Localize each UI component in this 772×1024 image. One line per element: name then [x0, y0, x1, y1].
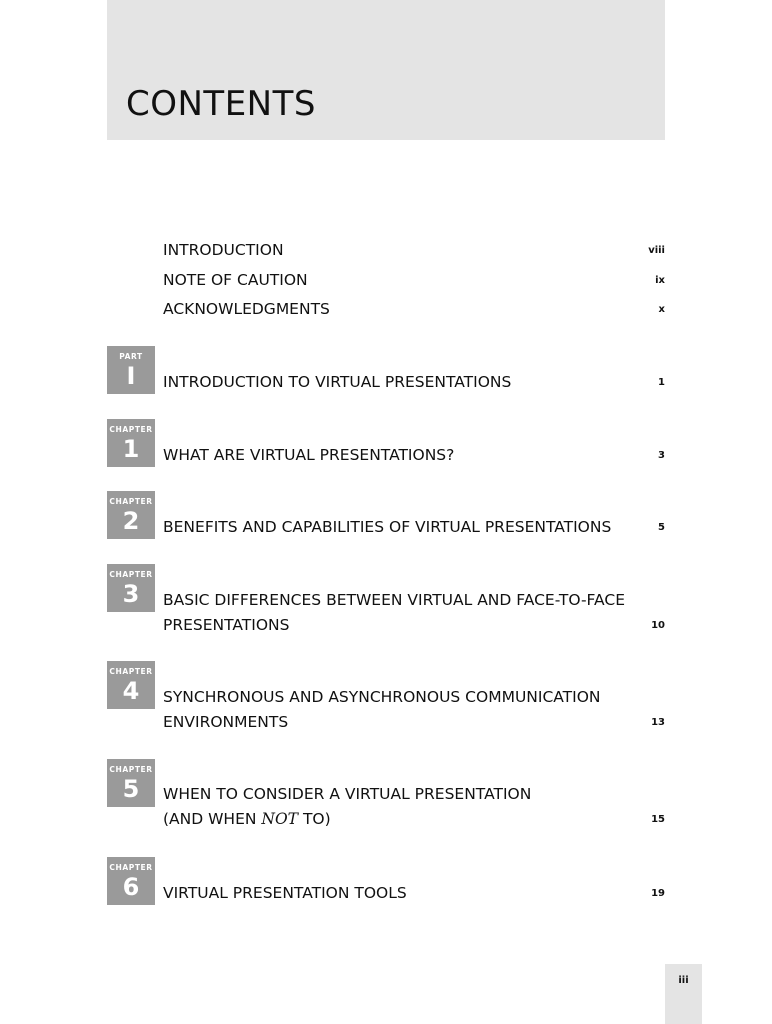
toc-entry-chapter-3-continued[interactable]: PRESENTATIONS — [163, 616, 290, 634]
chapter-number: 2 — [122, 507, 140, 535]
chapter-number: 1 — [122, 435, 140, 463]
toc-page-number: viii — [648, 245, 665, 256]
chapter-number: 6 — [122, 873, 140, 901]
toc-entry-introduction[interactable]: INTRODUCTION — [163, 241, 284, 259]
toc-entry-chapter-2[interactable]: BENEFITS AND CAPABILITIES OF VIRTUAL PRESENTATIONS — [163, 518, 612, 536]
toc-entry-chapter-5[interactable]: WHEN TO CONSIDER A VIRTUAL PRESENTATION — [163, 785, 532, 803]
chapter-label: CHAPTER — [109, 497, 153, 506]
chapter-badge — [107, 564, 155, 612]
chapter-badge — [107, 759, 155, 807]
chapter-label: CHAPTER — [109, 570, 153, 579]
toc-entry-part-1[interactable]: INTRODUCTION TO VIRTUAL PRESENTATIONS — [163, 373, 512, 391]
toc-entry-chapter-1[interactable]: WHAT ARE VIRTUAL PRESENTATIONS? — [163, 446, 455, 464]
toc-page-number: x — [658, 304, 665, 315]
chapter-badge — [107, 491, 155, 539]
chapter-label: CHAPTER — [109, 863, 153, 872]
chapter-number: 3 — [122, 580, 140, 608]
toc-page-number: 5 — [658, 522, 665, 533]
part-number: I — [126, 362, 136, 390]
chapter-badge — [107, 661, 155, 709]
toc-page-number: 15 — [651, 814, 665, 825]
toc-entry-chapter-3[interactable]: BASIC DIFFERENCES BETWEEN VIRTUAL AND FACE-TO-FACE — [163, 591, 625, 609]
page-folio: iii — [678, 975, 689, 986]
chapter-label: CHAPTER — [109, 667, 153, 676]
toc-entry-chapter-6[interactable]: VIRTUAL PRESENTATION TOOLS — [163, 884, 407, 902]
toc-page-number: 13 — [651, 717, 665, 728]
toc-page-number: 10 — [651, 620, 665, 631]
chapter-badge — [107, 857, 155, 905]
chapter-label: CHAPTER — [109, 765, 153, 774]
toc-entry-acknowledgments[interactable]: ACKNOWLEDGMENTS — [163, 300, 330, 318]
toc-text: TO) — [298, 810, 331, 828]
toc-emphasis: NOT — [261, 810, 299, 828]
toc-page-number: 1 — [658, 377, 665, 388]
chapter-number: 5 — [122, 775, 140, 803]
toc-entry-note-of-caution[interactable]: NOTE OF CAUTION — [163, 271, 308, 289]
toc-page-number: 3 — [658, 450, 665, 461]
chapter-number: 4 — [122, 677, 140, 705]
folio-tab — [665, 964, 702, 1024]
part-badge — [107, 346, 155, 394]
toc-page-number: 19 — [651, 888, 665, 899]
page-title: CONTENTS — [126, 84, 316, 124]
toc-entry-chapter-5-continued[interactable] — [163, 809, 331, 829]
toc-entry-chapter-4-continued[interactable]: ENVIRONMENTS — [163, 713, 289, 731]
toc-entry-chapter-4[interactable]: SYNCHRONOUS AND ASYNCHRONOUS COMMUNICATION — [163, 688, 601, 706]
chapter-label: CHAPTER — [109, 425, 153, 434]
toc-text: (AND WHEN — [163, 810, 262, 828]
part-label: PART — [119, 352, 143, 361]
toc-page-number: ix — [655, 275, 665, 286]
chapter-badge — [107, 419, 155, 467]
